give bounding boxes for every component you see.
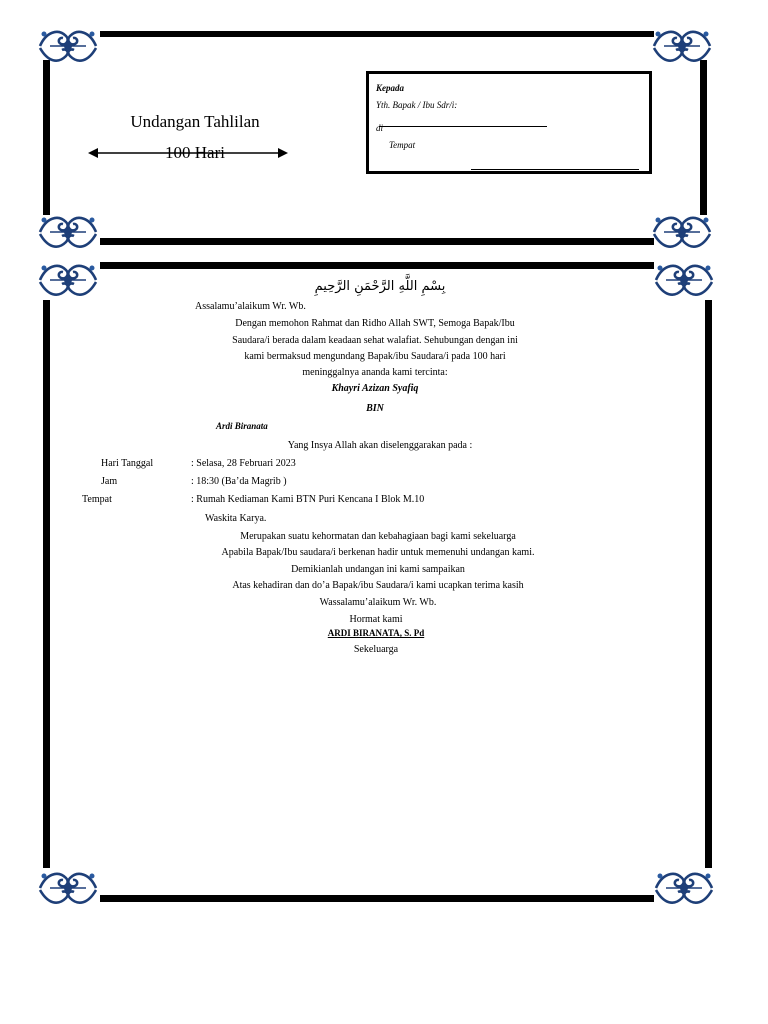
place-value-2: Waskita Karya.: [205, 513, 267, 524]
address-yth: Yth. Bapak / Ibu Sdr/i:: [376, 100, 458, 110]
father-name: Ardi Biranata: [216, 421, 268, 431]
time-label: Jam: [101, 476, 118, 487]
closing-line-5: Wassalamu’alaikum Wr. Wb.: [319, 597, 437, 608]
ornament-corner-icon: [36, 24, 100, 68]
place-value: : Rumah Kediaman Kami BTN Puri Kencana I Blok M.10: [191, 494, 425, 505]
signature-name: ARDI BIRANATA, S. Pd: [327, 628, 425, 638]
cover-subtitle: 100 Hari: [165, 143, 225, 162]
ornament-corner-icon: [36, 210, 100, 254]
ornament-corner-icon: [650, 24, 714, 68]
address-line-place: [471, 169, 639, 170]
basmalah: بِسْمِ اللَّهِ الرَّحْمَنِ الرَّحِيمِ: [314, 279, 446, 294]
address-line-name: [379, 126, 547, 127]
intro-line-1: Dengan memohon Rahmat dan Ridho Allah SWT, Semoga Bapak/Ibu: [235, 318, 515, 329]
time-value: : 18:30 (Ba’da Magrib ): [191, 476, 287, 487]
deceased-name: Khayri Azizan Syafiq: [331, 383, 419, 394]
closing-line-1: Merupakan suatu kehormatan dan kebahagiaan bagi kami sekeluarga: [240, 531, 516, 542]
ornament-corner-icon: [36, 258, 100, 302]
greeting: Assalamu’alaikum Wr. Wb.: [195, 301, 306, 312]
letter-border-top: [100, 262, 654, 269]
cover-border-bottom: [100, 238, 654, 245]
regards: Hormat kami: [349, 614, 403, 625]
address-kepada: Kepada: [376, 83, 404, 93]
ornament-corner-icon: [652, 866, 716, 910]
ornament-corner-icon: [652, 258, 716, 302]
letter-border-bottom: [100, 895, 654, 902]
address-di: di: [376, 123, 384, 133]
bin-label: BIN: [366, 403, 384, 414]
date-value: : Selasa, 28 Februari 2023: [191, 458, 296, 469]
double-arrow-icon: [86, 145, 290, 161]
place-label: Tempat: [82, 494, 112, 505]
held-on-text: Yang Insya Allah akan diselenggarakan pada :: [287, 440, 473, 451]
closing-line-4: Atas kehadiran dan do’a Bapak/ibu Saudara/i kami ucapkan terima kasih: [232, 580, 524, 591]
ornament-corner-icon: [36, 866, 100, 910]
address-tempat: Tempat: [389, 140, 416, 150]
cover-border-top: [100, 31, 654, 37]
family-label: Sekeluarga: [353, 644, 399, 655]
closing-line-2: Apabila Bapak/Ibu saudara/i berkenan hadir untuk memenuhi undangan kami.: [221, 547, 535, 558]
cover-title: Undangan Tahlilan: [130, 112, 260, 131]
intro-line-2: Saudara/i berada dalam keadaan sehat walafiat. Sehubungan dengan ini: [232, 335, 518, 346]
ornament-corner-icon: [650, 210, 714, 254]
closing-line-3: Demikianlah undangan ini kami sampaikan: [291, 564, 465, 575]
cover-border-right: [700, 60, 707, 215]
intro-line-4: meninggalnya ananda kami tercinta:: [302, 367, 448, 378]
date-label: Hari Tanggal: [101, 458, 154, 469]
letter-border-left: [43, 300, 50, 868]
intro-line-3: kami bermaksud mengundang Bapak/ibu Saudara/i pada 100 hari: [244, 351, 506, 362]
cover-border-left: [43, 60, 50, 215]
address-box: [366, 71, 652, 174]
letter-border-right: [705, 300, 712, 868]
